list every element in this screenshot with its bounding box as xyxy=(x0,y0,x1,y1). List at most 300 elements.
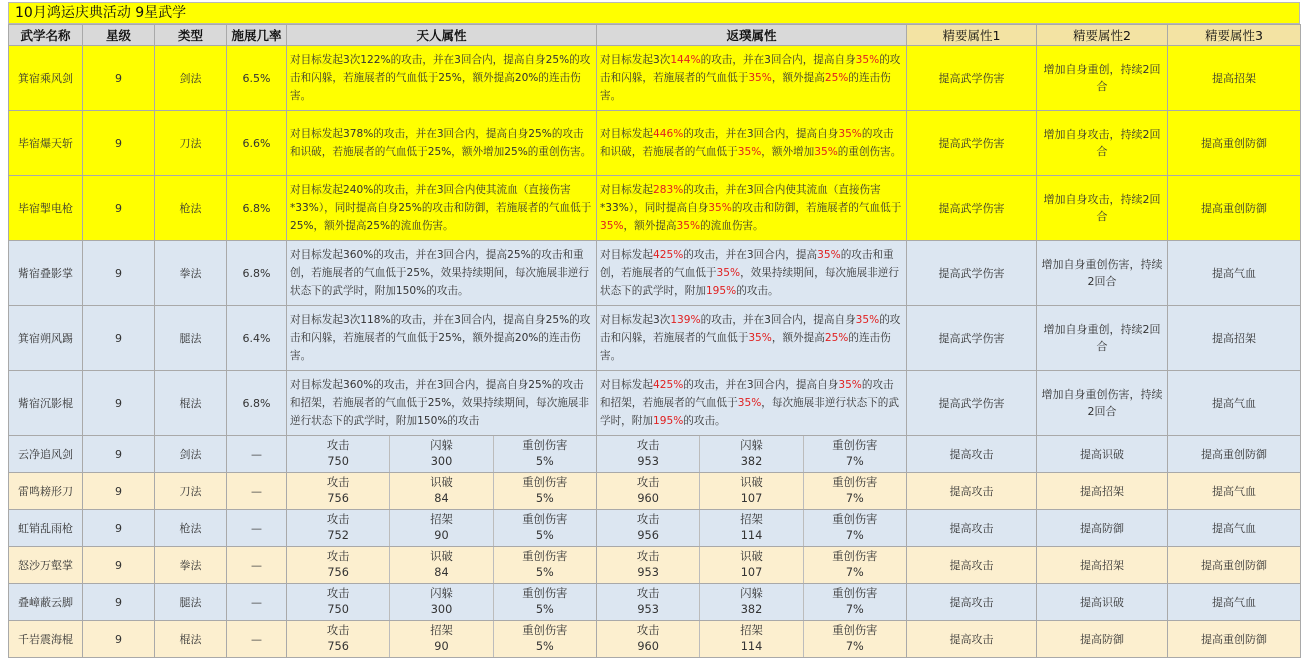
stat-value: 114 xyxy=(740,640,763,653)
desc-text: ，额外提高 xyxy=(771,332,825,344)
skill-name: 箕宿朔风踢 xyxy=(9,306,83,371)
attr1-cell: 提高攻击 xyxy=(907,547,1037,584)
attr2-cell: 提高防御 xyxy=(1037,621,1168,658)
desc-text: ，每次施展非逆行状态下的武学时，附加 xyxy=(600,397,899,427)
stat-label: 招架 xyxy=(740,513,763,526)
desc-text: 对目标发起 xyxy=(600,249,653,261)
skill-type: 棍法 xyxy=(155,371,227,436)
tianren-stats xyxy=(287,436,597,473)
stat-column xyxy=(700,510,803,546)
skill-chance: — xyxy=(227,510,287,547)
stat-value: 960 xyxy=(637,492,659,505)
header-fanpu: 返璞属性 xyxy=(597,25,907,46)
tianren-stats xyxy=(287,621,597,658)
header-attr3: 精要属性3 xyxy=(1168,25,1301,46)
stat-column xyxy=(804,621,906,657)
fanpu-desc xyxy=(597,371,907,436)
desc-text: 的攻击，并在3回合内，提高自身 xyxy=(700,314,856,326)
stat-column xyxy=(597,547,700,583)
skill-chance: — xyxy=(227,547,287,584)
tianren-stats xyxy=(287,547,597,584)
fanpu-stat-grid xyxy=(597,547,906,583)
skill-chance: 6.4% xyxy=(227,306,287,371)
stat-label: 招架 xyxy=(740,624,763,637)
stat-label: 重创伤害 xyxy=(832,587,878,600)
header-attr1: 精要属性1 xyxy=(907,25,1037,46)
skill-star: 9 xyxy=(83,584,155,621)
attr2-cell: 增加自身攻击，持续2回合 xyxy=(1037,111,1168,176)
stat-value: 756 xyxy=(327,640,349,653)
stat-value: 953 xyxy=(637,566,659,579)
stat-label: 招架 xyxy=(430,624,453,637)
stat-label: 攻击 xyxy=(636,550,660,563)
tianren-stat-grid xyxy=(287,584,596,620)
skill-star: 9 xyxy=(83,621,155,658)
stat-column xyxy=(287,473,390,509)
fanpu-stat-grid xyxy=(597,584,906,620)
stat-value: 5% xyxy=(535,492,554,505)
skill-name: 毕宿爆天斩 xyxy=(9,111,83,176)
stat-column xyxy=(700,621,803,657)
skill-chance: 6.6% xyxy=(227,111,287,176)
stat-label: 识破 xyxy=(740,476,763,489)
desc-text: 的攻击，并在3回合内使其流血（直接伤害*33%），同时提高自身 xyxy=(600,184,881,214)
tianren-stat-grid xyxy=(287,547,596,583)
stat-label: 重创伤害 xyxy=(832,476,878,489)
tianren-desc: 对目标发起360%的攻击，并在3回合内，提高自身25%的攻击和招架，若施展者的气血低于25%，效果持续期间，每次施展非逆行状态下的武学时，附加150%的攻击 xyxy=(287,371,597,436)
stat-label: 重创伤害 xyxy=(522,439,568,452)
fanpu-stats xyxy=(597,584,907,621)
stat-value: 7% xyxy=(845,455,864,468)
stat-label: 重创伤害 xyxy=(832,550,878,563)
desc-text: 的攻击和闪躲，若施展者的气血低于 xyxy=(600,54,901,84)
stat-label: 识破 xyxy=(430,550,453,563)
skill-name: 叠嶂蔽云脚 xyxy=(9,584,83,621)
stat-label: 识破 xyxy=(740,550,763,563)
stat-label: 重创伤害 xyxy=(522,587,568,600)
skill-chance: — xyxy=(227,473,287,510)
stat-label: 攻击 xyxy=(326,624,350,637)
table-body xyxy=(9,46,1301,658)
tianren-stats xyxy=(287,473,597,510)
stat-column xyxy=(494,436,596,472)
highlight-value: 195% xyxy=(705,285,737,297)
skill-type: 棍法 xyxy=(155,621,227,658)
skill-name: 觜宿沉影棍 xyxy=(9,371,83,436)
highlight-value: 35% xyxy=(737,397,762,409)
table-row xyxy=(9,111,1301,176)
tianren-desc: 对目标发起3次122%的攻击，并在3回合内，提高自身25%的攻击和闪躲，若施展者的气血低于25%，额外提高20%的连击伤害。 xyxy=(287,46,597,111)
skill-name: 雷鸣耪形刀 xyxy=(9,473,83,510)
desc-text: 的攻击，并在3回合内，提高自身 xyxy=(700,54,856,66)
desc-text: 对目标发起 xyxy=(600,379,653,391)
desc-text: 的攻击，并在3回合内，提高 xyxy=(683,249,818,261)
fanpu-stats xyxy=(597,436,907,473)
stat-column xyxy=(390,436,493,472)
skill-type: 枪法 xyxy=(155,510,227,547)
desc-text: 的攻击和闪躲，若施展者的气血低于 xyxy=(600,314,901,344)
desc-text: 的攻击和识破，若施展者的气血低于 xyxy=(600,128,894,158)
desc-text: 的攻击。 xyxy=(683,415,726,427)
desc-text: 的连击伤害。 xyxy=(600,72,891,102)
highlight-value: 139% xyxy=(670,314,701,326)
fanpu-desc xyxy=(597,176,907,241)
stat-value: 7% xyxy=(845,566,864,579)
desc-text: ，额外增加 xyxy=(761,146,815,158)
skill-star: 9 xyxy=(83,371,155,436)
stat-value: 5% xyxy=(535,640,554,653)
desc-text: 对目标发起 xyxy=(600,184,653,196)
header-tianren: 天人属性 xyxy=(287,25,597,46)
stat-value: 756 xyxy=(327,566,349,579)
skill-star: 9 xyxy=(83,306,155,371)
highlight-value: 283% xyxy=(652,184,684,196)
attr1-cell: 提高攻击 xyxy=(907,621,1037,658)
stat-value: 107 xyxy=(740,566,763,579)
desc-text: 的攻击，并在3回合内，提高自身 xyxy=(683,379,839,391)
attr2-cell: 提高防御 xyxy=(1037,510,1168,547)
header-row xyxy=(9,25,1301,46)
stat-column xyxy=(804,473,906,509)
skill-name: 觜宿叠影掌 xyxy=(9,241,83,306)
stat-label: 攻击 xyxy=(326,439,350,452)
fanpu-stat-grid xyxy=(597,473,906,509)
stat-column xyxy=(494,510,596,546)
skill-name: 毕宿掣电枪 xyxy=(9,176,83,241)
stat-column xyxy=(804,547,906,583)
stat-value: 5% xyxy=(535,529,554,542)
tianren-stat-grid xyxy=(287,436,596,472)
stat-label: 闪躲 xyxy=(430,439,453,452)
skill-type: 枪法 xyxy=(155,176,227,241)
desc-text: 的重创伤害。 xyxy=(837,146,902,158)
stat-column xyxy=(804,436,906,472)
skill-chance: 6.8% xyxy=(227,371,287,436)
stat-column xyxy=(804,584,906,620)
stat-column xyxy=(597,436,700,472)
highlight-value: 425% xyxy=(652,249,684,261)
skill-star: 9 xyxy=(83,241,155,306)
skill-name: 虹销乱雨枪 xyxy=(9,510,83,547)
table-row xyxy=(9,176,1301,241)
attr2-cell: 增加自身重创伤害，持续2回合 xyxy=(1037,371,1168,436)
stat-label: 识破 xyxy=(430,476,453,489)
attr3-cell: 提高气血 xyxy=(1168,473,1301,510)
stat-label: 闪躲 xyxy=(430,587,453,600)
stat-column xyxy=(287,621,390,657)
tianren-desc: 对目标发起378%的攻击，并在3回合内，提高自身25%的攻击和识破，若施展者的气血低于25%，额外增加25%的重创伤害。 xyxy=(287,111,597,176)
stat-column xyxy=(597,510,700,546)
highlight-value: 35% xyxy=(748,72,772,84)
skill-type: 腿法 xyxy=(155,584,227,621)
skill-type: 刀法 xyxy=(155,111,227,176)
skill-type: 剑法 xyxy=(155,46,227,111)
fanpu-stats xyxy=(597,510,907,547)
attr2-cell: 增加自身重创，持续2回合 xyxy=(1037,306,1168,371)
stat-label: 攻击 xyxy=(636,587,660,600)
fanpu-stats xyxy=(597,621,907,658)
stat-value: 5% xyxy=(535,603,554,616)
highlight-value: 425% xyxy=(652,379,684,391)
skill-name: 箕宿乘风剑 xyxy=(9,46,83,111)
stat-column xyxy=(700,547,803,583)
highlight-value: 35% xyxy=(708,202,732,214)
skill-star: 9 xyxy=(83,473,155,510)
skill-type: 刀法 xyxy=(155,473,227,510)
highlight-value: 35% xyxy=(600,220,624,232)
table-row xyxy=(9,371,1301,436)
stat-column xyxy=(700,473,803,509)
header-type: 类型 xyxy=(155,25,227,46)
stat-value: 7% xyxy=(845,603,864,616)
stat-value: 750 xyxy=(327,603,349,616)
attr3-cell: 提高气血 xyxy=(1168,371,1301,436)
tianren-desc: 对目标发起3次118%的攻击，并在3回合内，提高自身25%的攻击和闪躲，若施展者的气血低于25%，额外提高20%的连击伤害。 xyxy=(287,306,597,371)
stat-value: 7% xyxy=(845,640,864,653)
fanpu-stat-grid xyxy=(597,436,906,472)
stat-label: 招架 xyxy=(430,513,453,526)
stat-label: 重创伤害 xyxy=(522,513,568,526)
skill-star: 9 xyxy=(83,46,155,111)
attr3-cell: 提高重创防御 xyxy=(1168,547,1301,584)
stat-value: 5% xyxy=(535,566,554,579)
spreadsheet xyxy=(8,2,1300,658)
skill-type: 剑法 xyxy=(155,436,227,473)
tianren-stats xyxy=(287,510,597,547)
attr1-cell: 提高攻击 xyxy=(907,436,1037,473)
sheet-title: 10月鸿运庆典活动 9星武学 xyxy=(8,2,1300,24)
table-row xyxy=(9,473,1301,510)
skill-chance: 6.8% xyxy=(227,241,287,306)
skill-star: 9 xyxy=(83,111,155,176)
skill-star: 9 xyxy=(83,176,155,241)
highlight-value: 25% xyxy=(824,332,849,344)
stat-column xyxy=(700,436,803,472)
stat-column xyxy=(597,621,700,657)
stat-column xyxy=(494,584,596,620)
skill-name: 云净追风剑 xyxy=(9,436,83,473)
stat-column xyxy=(287,510,390,546)
attr1-cell: 提高武学伤害 xyxy=(907,241,1037,306)
header-star: 星级 xyxy=(83,25,155,46)
fanpu-stat-grid xyxy=(597,510,906,546)
stat-column xyxy=(494,547,596,583)
fanpu-desc xyxy=(597,241,907,306)
attr2-cell: 提高招架 xyxy=(1037,547,1168,584)
stat-value: 84 xyxy=(434,566,449,579)
stat-value: 382 xyxy=(740,603,763,616)
desc-text: 的攻击和防御，若施展者的气血低于 xyxy=(731,202,902,214)
stat-label: 攻击 xyxy=(326,476,350,489)
attr1-cell: 提高武学伤害 xyxy=(907,46,1037,111)
table-row xyxy=(9,46,1301,111)
highlight-value: 35% xyxy=(716,267,741,279)
table-row xyxy=(9,621,1301,658)
attr3-cell: 提高招架 xyxy=(1168,46,1301,111)
fanpu-stat-grid xyxy=(597,621,906,657)
attr1-cell: 提高武学伤害 xyxy=(907,111,1037,176)
desc-text: 的流血伤害。 xyxy=(700,220,764,232)
attr1-cell: 提高攻击 xyxy=(907,473,1037,510)
attr3-cell: 提高气血 xyxy=(1168,584,1301,621)
fanpu-stats xyxy=(597,547,907,584)
highlight-value: 35% xyxy=(838,379,862,391)
highlight-value: 195% xyxy=(652,415,684,427)
stat-column xyxy=(804,510,906,546)
skill-name: 怒沙万壑掌 xyxy=(9,547,83,584)
skill-star: 9 xyxy=(83,547,155,584)
stat-value: 382 xyxy=(740,455,763,468)
table-row xyxy=(9,241,1301,306)
stat-value: 7% xyxy=(845,492,864,505)
desc-text: 对目标发起 xyxy=(600,128,653,140)
attr1-cell: 提高攻击 xyxy=(907,584,1037,621)
stat-label: 闪躲 xyxy=(740,439,763,452)
desc-text: 的攻击和重创，若施展者的气血低于 xyxy=(600,249,894,279)
stat-label: 攻击 xyxy=(636,624,660,637)
stat-value: 90 xyxy=(434,640,449,653)
stat-column xyxy=(390,621,493,657)
header-attr2: 精要属性2 xyxy=(1037,25,1168,46)
skill-type: 拳法 xyxy=(155,547,227,584)
stat-column xyxy=(287,547,390,583)
table-row xyxy=(9,436,1301,473)
attr1-cell: 提高武学伤害 xyxy=(907,306,1037,371)
fanpu-desc xyxy=(597,111,907,176)
stat-column xyxy=(390,584,493,620)
attr3-cell: 提高招架 xyxy=(1168,306,1301,371)
desc-text: ，额外提高 xyxy=(623,220,677,232)
skill-type: 腿法 xyxy=(155,306,227,371)
stat-value: 756 xyxy=(327,492,349,505)
stat-value: 750 xyxy=(327,455,349,468)
desc-text: 的攻击。 xyxy=(736,285,779,297)
stat-label: 攻击 xyxy=(326,587,350,600)
attr1-cell: 提高攻击 xyxy=(907,510,1037,547)
stat-column xyxy=(494,473,596,509)
stat-label: 闪躲 xyxy=(740,587,763,600)
attr3-cell: 提高气血 xyxy=(1168,510,1301,547)
fanpu-desc xyxy=(597,306,907,371)
stat-column xyxy=(494,621,596,657)
stat-label: 攻击 xyxy=(636,476,660,489)
tianren-desc: 对目标发起240%的攻击，并在3回合内使其流血（直接伤害*33%），同时提高自身25%的攻击和防御，若施展者的气血低于25%，额外提高25%的流血伤害。 xyxy=(287,176,597,241)
highlight-value: 144% xyxy=(670,54,701,66)
stat-column xyxy=(700,584,803,620)
stat-value: 953 xyxy=(637,455,659,468)
desc-text: 的连击伤害。 xyxy=(600,332,891,362)
tianren-desc: 对目标发起360%的攻击，并在3回合内，提高25%的攻击和重创，若施展者的气血低于25%，效果持续期间，每次施展非逆行状态下的武学时，附加150%的攻击。 xyxy=(287,241,597,306)
tianren-stat-grid xyxy=(287,621,596,657)
stat-value: 7% xyxy=(845,529,864,542)
skill-chance: — xyxy=(227,621,287,658)
stat-label: 重创伤害 xyxy=(522,476,568,489)
skill-chance: — xyxy=(227,584,287,621)
stat-value: 960 xyxy=(637,640,659,653)
stat-label: 重创伤害 xyxy=(832,513,878,526)
header-name: 武学名称 xyxy=(9,25,83,46)
attr1-cell: 提高武学伤害 xyxy=(907,176,1037,241)
highlight-value: 35% xyxy=(676,220,701,232)
highlight-value: 25% xyxy=(824,72,849,84)
stat-label: 攻击 xyxy=(326,513,350,526)
stat-value: 114 xyxy=(740,529,763,542)
highlight-value: 35% xyxy=(855,54,880,66)
attr3-cell: 提高重创防御 xyxy=(1168,111,1301,176)
attr3-cell: 提高气血 xyxy=(1168,241,1301,306)
table-row xyxy=(9,547,1301,584)
skill-chance: — xyxy=(227,436,287,473)
attr2-cell: 增加自身攻击，持续2回合 xyxy=(1037,176,1168,241)
tianren-stat-grid xyxy=(287,473,596,509)
skill-name: 千岩震海棍 xyxy=(9,621,83,658)
fanpu-desc xyxy=(597,46,907,111)
desc-text: 的攻击，并在3回合内，提高自身 xyxy=(683,128,839,140)
fanpu-stats xyxy=(597,473,907,510)
highlight-value: 446% xyxy=(652,128,684,140)
stat-value: 752 xyxy=(327,529,349,542)
desc-text: 对目标发起3次 xyxy=(600,54,671,66)
skill-chance: 6.8% xyxy=(227,176,287,241)
desc-text: 对目标发起3次 xyxy=(600,314,671,326)
skill-type: 拳法 xyxy=(155,241,227,306)
stat-value: 107 xyxy=(740,492,763,505)
attr2-cell: 增加自身重创伤害，持续2回合 xyxy=(1037,241,1168,306)
skills-table xyxy=(8,24,1301,658)
stat-column xyxy=(597,584,700,620)
attr2-cell: 提高招架 xyxy=(1037,473,1168,510)
skill-chance: 6.5% xyxy=(227,46,287,111)
attr2-cell: 提高识破 xyxy=(1037,584,1168,621)
stat-label: 重创伤害 xyxy=(832,439,878,452)
highlight-value: 35% xyxy=(814,146,838,158)
stat-label: 重创伤害 xyxy=(832,624,878,637)
highlight-value: 35% xyxy=(838,128,862,140)
stat-column xyxy=(287,584,390,620)
highlight-value: 35% xyxy=(748,332,772,344)
highlight-value: 35% xyxy=(737,146,762,158)
attr2-cell: 增加自身重创，持续2回合 xyxy=(1037,46,1168,111)
stat-label: 攻击 xyxy=(636,513,660,526)
stat-value: 300 xyxy=(430,603,453,616)
stat-column xyxy=(390,547,493,583)
stat-column xyxy=(390,473,493,509)
header-chance: 施展几率 xyxy=(227,25,287,46)
desc-text: ，效果持续期间，每次施展非逆行状态下的武学时，附加 xyxy=(600,267,899,297)
desc-text: 的攻击和招架，若施展者的气血低于 xyxy=(600,379,894,409)
attr3-cell: 提高重创防御 xyxy=(1168,176,1301,241)
stat-label: 攻击 xyxy=(636,439,660,452)
stat-value: 90 xyxy=(434,529,449,542)
highlight-value: 35% xyxy=(855,314,880,326)
tianren-stat-grid xyxy=(287,510,596,546)
stat-column xyxy=(390,510,493,546)
table-row xyxy=(9,510,1301,547)
attr2-cell: 提高识破 xyxy=(1037,436,1168,473)
stat-label: 攻击 xyxy=(326,550,350,563)
skill-star: 9 xyxy=(83,436,155,473)
stat-column xyxy=(287,436,390,472)
attr3-cell: 提高重创防御 xyxy=(1168,621,1301,658)
stat-column xyxy=(597,473,700,509)
stat-value: 300 xyxy=(430,455,453,468)
skill-star: 9 xyxy=(83,510,155,547)
table-row xyxy=(9,306,1301,371)
stat-label: 重创伤害 xyxy=(522,624,568,637)
stat-value: 953 xyxy=(637,603,659,616)
stat-value: 84 xyxy=(434,492,449,505)
attr3-cell: 提高重创防御 xyxy=(1168,436,1301,473)
